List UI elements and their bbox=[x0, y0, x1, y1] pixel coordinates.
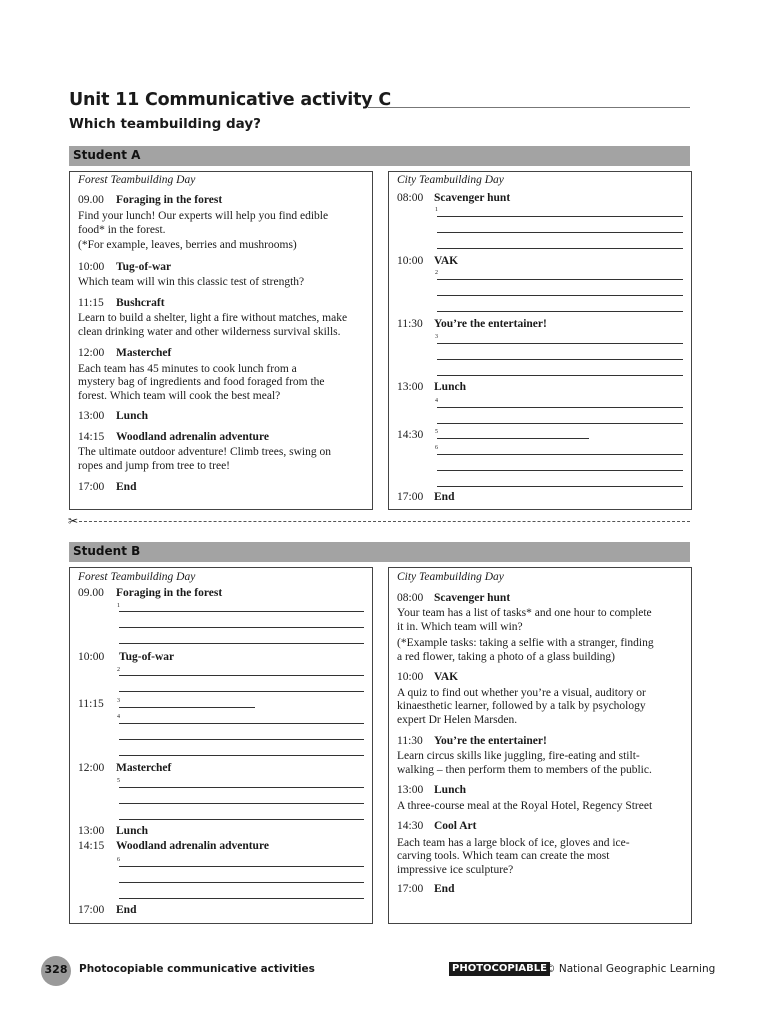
answer-line[interactable] bbox=[119, 819, 364, 820]
event-description: Each team has a large block of ice, gloves and ice- bbox=[397, 837, 630, 849]
event-time: 13:00 bbox=[78, 410, 105, 422]
event-time: 11:15 bbox=[78, 698, 104, 710]
answer-line[interactable] bbox=[119, 739, 364, 740]
event-time: 17:00 bbox=[397, 491, 424, 503]
answer-line[interactable] bbox=[437, 407, 683, 408]
blank-number: 4 bbox=[117, 714, 120, 720]
answer-line[interactable] bbox=[437, 375, 683, 376]
blank-number: 5 bbox=[117, 778, 120, 784]
event-title: Foraging in the forest bbox=[116, 587, 223, 599]
city-heading: City Teambuilding Day bbox=[397, 571, 504, 583]
forest-heading: Forest Teambuilding Day bbox=[78, 571, 196, 583]
answer-line[interactable] bbox=[437, 486, 683, 487]
event-title: Lunch bbox=[116, 825, 148, 837]
answer-line[interactable] bbox=[119, 707, 255, 708]
event-title: VAK bbox=[434, 671, 459, 683]
event-description: impressive ice sculpture? bbox=[397, 864, 514, 876]
answer-line[interactable] bbox=[437, 279, 683, 280]
event-time: 14:30 bbox=[397, 429, 424, 441]
event-title: End bbox=[116, 481, 137, 493]
event-description: walking – then perform them to members of the public. bbox=[397, 764, 652, 776]
event-time: 12:00 bbox=[78, 762, 105, 774]
copyright-notice: © National Geographic Learning bbox=[545, 963, 716, 975]
event-description: A three-course meal at the Royal Hotel, Regency Street bbox=[397, 800, 653, 812]
event-time: 11:15 bbox=[78, 297, 104, 309]
event-description: Your team has a list of tasks* and one hour to complete bbox=[397, 607, 652, 619]
event-title: You’re the entertainer! bbox=[434, 318, 547, 330]
footer-label: Photocopiable communicative activities bbox=[79, 963, 315, 975]
event-description: food* in the forest. bbox=[78, 224, 166, 236]
blank-number: 3 bbox=[117, 698, 120, 704]
event-title: Lunch bbox=[434, 784, 466, 796]
answer-line[interactable] bbox=[437, 248, 683, 249]
answer-line[interactable] bbox=[119, 627, 364, 628]
event-description: A quiz to find out whether you’re a visual, auditory or bbox=[397, 687, 646, 699]
event-description: carving tools. Which team can create the most bbox=[397, 850, 610, 862]
event-time: 10:00 bbox=[78, 261, 105, 273]
blank-number: 1 bbox=[435, 207, 438, 213]
event-title: Cool Art bbox=[434, 820, 477, 832]
event-title: Woodland adrenalin adventure bbox=[116, 431, 269, 443]
blank-number: 6 bbox=[117, 857, 120, 863]
answer-line[interactable] bbox=[437, 343, 683, 344]
answer-line[interactable] bbox=[437, 470, 683, 471]
answer-line[interactable] bbox=[437, 359, 683, 360]
answer-line[interactable] bbox=[119, 898, 364, 899]
event-title: Lunch bbox=[116, 410, 148, 422]
answer-line[interactable] bbox=[437, 423, 683, 424]
blank-number: 3 bbox=[435, 334, 438, 340]
event-time: 09.00 bbox=[78, 194, 104, 206]
blank-number: 2 bbox=[435, 270, 438, 276]
answer-line[interactable] bbox=[119, 611, 364, 612]
student-b-forest-schedule bbox=[69, 567, 373, 924]
answer-line[interactable] bbox=[437, 216, 683, 217]
student-a-header bbox=[69, 146, 690, 166]
photocopiable-badge: PHOTOCOPIABLE bbox=[449, 962, 550, 976]
event-time: 11:30 bbox=[397, 735, 423, 747]
event-title: End bbox=[434, 491, 455, 503]
event-description: Each team has 45 minutes to cook lunch from a bbox=[78, 363, 297, 375]
event-time: 13:00 bbox=[397, 381, 424, 393]
answer-line[interactable] bbox=[437, 438, 589, 439]
title-divider bbox=[368, 107, 690, 108]
event-description: (*For example, leaves, berries and mushrooms) bbox=[78, 239, 297, 251]
event-title: End bbox=[434, 883, 455, 895]
answer-line[interactable] bbox=[119, 866, 364, 867]
event-description: The ultimate outdoor adventure! Climb trees, swing on bbox=[78, 446, 331, 458]
event-title: Tug-of-war bbox=[119, 651, 175, 663]
event-description: kinaesthetic learner, followed by a talk by psychology bbox=[397, 700, 646, 712]
event-time: 14:30 bbox=[397, 820, 424, 832]
event-title: Foraging in the forest bbox=[116, 194, 223, 206]
event-title: Masterchef bbox=[116, 762, 172, 774]
event-description: mystery bag of ingredients and food foraged from the bbox=[78, 376, 325, 388]
event-description: (*Example tasks: taking a selfie with a stranger, finding bbox=[397, 637, 654, 649]
event-time: 08:00 bbox=[397, 592, 424, 604]
blank-number: 4 bbox=[435, 398, 438, 404]
answer-line[interactable] bbox=[119, 643, 364, 644]
event-title: Scavenger hunt bbox=[434, 192, 511, 204]
blank-number: 1 bbox=[117, 603, 120, 609]
event-time: 13:00 bbox=[397, 784, 424, 796]
event-title: Scavenger hunt bbox=[434, 592, 511, 604]
event-title: End bbox=[116, 904, 137, 916]
answer-line[interactable] bbox=[119, 882, 364, 883]
event-title: Masterchef bbox=[116, 347, 172, 359]
event-time: 09.00 bbox=[78, 587, 104, 599]
blank-number: 6 bbox=[435, 445, 438, 451]
city-heading: City Teambuilding Day bbox=[397, 174, 504, 186]
answer-line[interactable] bbox=[437, 232, 683, 233]
student-b-header bbox=[69, 542, 690, 562]
event-title: Lunch bbox=[434, 381, 466, 393]
event-description: Learn circus skills like juggling, fire-eating and stilt- bbox=[397, 750, 640, 762]
answer-line[interactable] bbox=[437, 311, 683, 312]
event-time: 10:00 bbox=[78, 651, 105, 663]
answer-line[interactable] bbox=[119, 803, 364, 804]
scissors-icon: ✂ bbox=[68, 514, 79, 528]
event-description: it in. Which team will win? bbox=[397, 621, 523, 633]
page-number: 328 bbox=[44, 963, 68, 976]
event-time: 08:00 bbox=[397, 192, 424, 204]
event-description: expert Dr Helen Marsden. bbox=[397, 714, 518, 726]
page-number-badge bbox=[41, 956, 71, 986]
student-b-city-schedule bbox=[388, 567, 692, 924]
event-time: 11:30 bbox=[397, 318, 423, 330]
student-b-label: Student B bbox=[73, 544, 141, 558]
event-description: Find your lunch! Our experts will help you find edible bbox=[78, 210, 329, 222]
answer-line[interactable] bbox=[119, 723, 364, 724]
event-time: 17:00 bbox=[78, 481, 105, 493]
blank-number: 2 bbox=[117, 667, 120, 673]
event-title: VAK bbox=[434, 255, 459, 267]
student-a-label: Student A bbox=[73, 148, 141, 162]
event-time: 17:00 bbox=[78, 904, 105, 916]
event-description: a red flower, taking a photo of a glass building) bbox=[397, 651, 615, 663]
student-a-city-schedule bbox=[388, 171, 692, 510]
event-description: clean drinking water and other wilderness survival skills. bbox=[78, 326, 341, 338]
page-title: Unit 11 Communicative activity C bbox=[69, 90, 391, 110]
event-time: 12:00 bbox=[78, 347, 105, 359]
event-title: You’re the entertainer! bbox=[434, 735, 547, 747]
event-title: Bushcraft bbox=[116, 297, 165, 309]
event-description: Learn to build a shelter, light a fire without matches, make bbox=[78, 312, 348, 324]
cut-line bbox=[79, 521, 690, 522]
blank-number: 5 bbox=[435, 429, 438, 435]
answer-line[interactable] bbox=[437, 295, 683, 296]
event-time: 17:00 bbox=[397, 883, 424, 895]
event-time: 10:00 bbox=[397, 671, 424, 683]
event-title: Tug-of-war bbox=[116, 261, 172, 273]
answer-line[interactable] bbox=[119, 755, 364, 756]
student-a-forest-schedule bbox=[69, 171, 373, 510]
answer-line[interactable] bbox=[119, 691, 364, 692]
event-time: 14:15 bbox=[78, 431, 105, 443]
answer-line[interactable] bbox=[119, 787, 364, 788]
forest-heading: Forest Teambuilding Day bbox=[78, 174, 196, 186]
event-description: Which team will win this classic test of strength? bbox=[78, 276, 305, 288]
page-subtitle: Which teambuilding day? bbox=[69, 116, 262, 132]
event-title: Woodland adrenalin adventure bbox=[116, 840, 269, 852]
event-description: forest. Which team will cook the best meal? bbox=[78, 390, 281, 402]
answer-line[interactable] bbox=[119, 675, 364, 676]
event-time: 14:15 bbox=[78, 840, 105, 852]
event-time: 13:00 bbox=[78, 825, 105, 837]
event-time: 10:00 bbox=[397, 255, 424, 267]
event-description: ropes and jump from tree to tree! bbox=[78, 460, 230, 472]
answer-line[interactable] bbox=[437, 454, 683, 455]
